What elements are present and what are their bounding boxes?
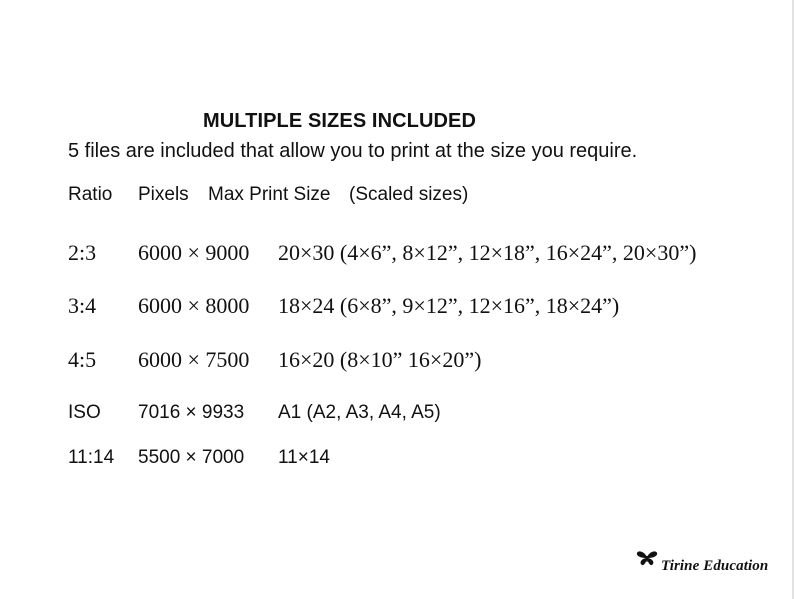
row-print-size: 20×30 (4×6”, 8×12”, 12×18”, 16×24”, 20×30”) <box>278 240 697 265</box>
header-pixels: Pixels <box>138 184 189 205</box>
row-ratio: 11:14 <box>68 447 115 468</box>
row-print-size: A1 (A2, A3, A4, A5) <box>278 402 441 423</box>
row-ratio: 2:3 <box>68 240 97 265</box>
page-subtitle: 5 files are included that allow you to print at the size you require. <box>68 140 638 162</box>
row-pixels: 7016 × 9933 <box>138 402 245 423</box>
header-max-print-size: Max Print Size <box>208 184 331 205</box>
butterfly-icon <box>636 549 658 567</box>
row-print-size: 18×24 (6×8”, 9×12”, 12×16”, 18×24”) <box>278 293 620 318</box>
row-ratio: ISO <box>68 402 101 423</box>
row-pixels: 6000 × 9000 <box>138 240 250 265</box>
header-ratio: Ratio <box>68 184 113 205</box>
row-ratio: 4:5 <box>68 347 97 372</box>
row-print-size: 16×20 (8×10” 16×20”) <box>278 347 482 372</box>
page-title: MULTIPLE SIZES INCLUDED <box>203 110 477 132</box>
row-print-size: 11×14 <box>278 447 330 468</box>
row-pixels: 5500 × 7000 <box>138 447 245 468</box>
row-ratio: 3:4 <box>68 293 97 318</box>
brand-name: Tirine Education <box>661 558 769 574</box>
row-pixels: 6000 × 8000 <box>138 293 250 318</box>
row-pixels: 6000 × 7500 <box>138 347 250 372</box>
header-scaled-sizes: (Scaled sizes) <box>349 184 469 205</box>
